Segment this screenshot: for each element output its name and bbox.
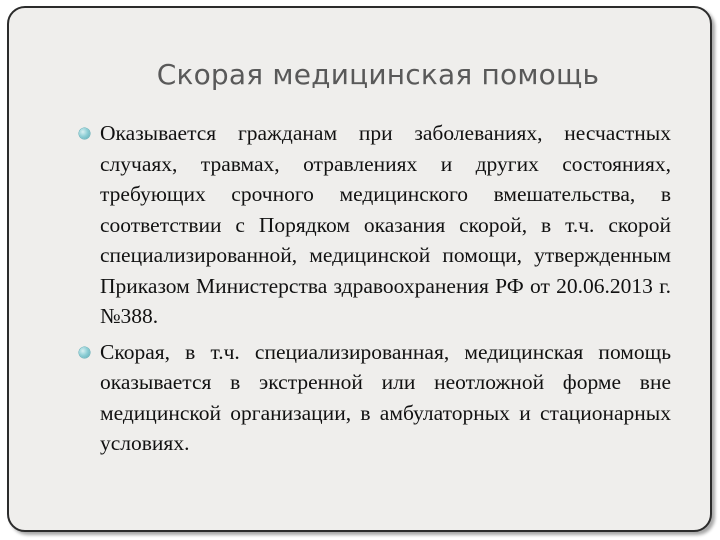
bullet-item [100, 337, 671, 459]
bullet-item [100, 118, 671, 332]
slide-content [100, 118, 671, 464]
bullet-icon [79, 128, 90, 139]
bullet-icon [79, 347, 90, 358]
bullet-text: Скорая, в т.ч. специализированная, медицинская помощь оказывается в экстренной или неотложной форме вне медицинской организации, в амбулаторных и стационарных условиях. [100, 339, 671, 455]
bullet-text: Оказывается гражданам при заболеваниях, несчастных случаях, травмах, отравлениях и других состояниях, требующих срочного медицинского вмешательства, в соответствии с Порядком оказания скорой, в т.ч. скорой специализированной, медицинской помощи, утвержденным Приказом Министерства здравоохранения РФ от 20.06.2013 г. №388. [100, 121, 671, 328]
slide-title: Скорая медицинская помощь [156, 58, 600, 91]
